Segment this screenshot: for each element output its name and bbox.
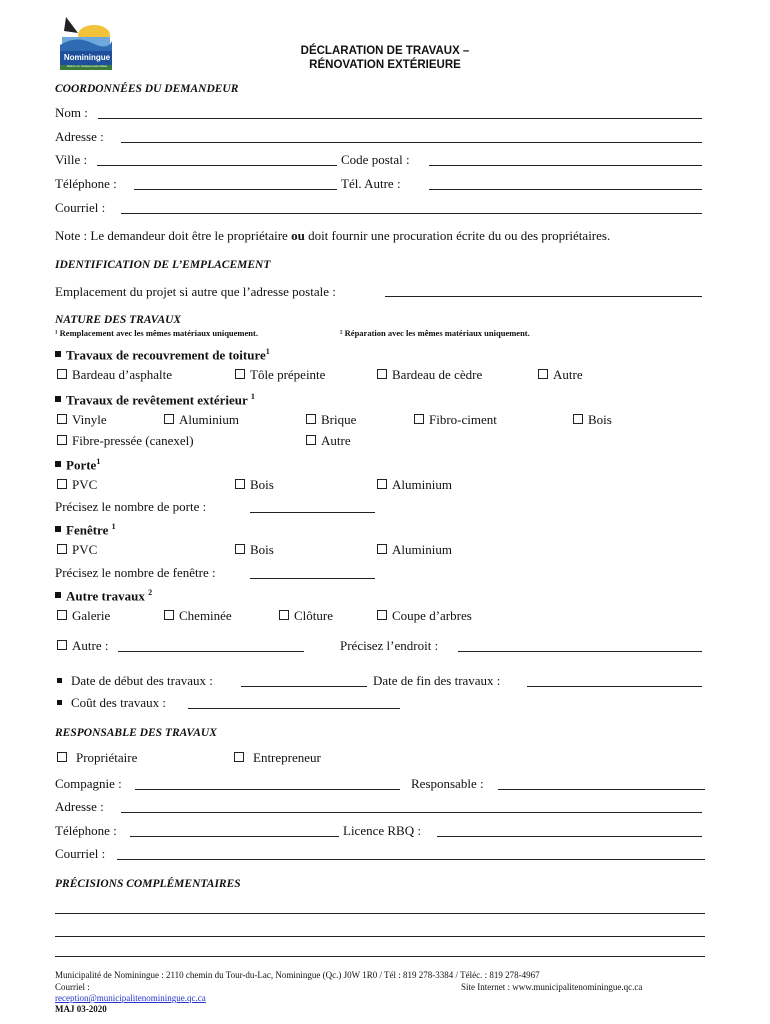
checkbox-icon[interactable] (57, 369, 67, 379)
date-debut-label (57, 673, 213, 689)
courriel-field[interactable] (121, 213, 702, 214)
telephone-label: Téléphone : (55, 176, 117, 191)
checkbox-icon[interactable] (377, 369, 387, 379)
compagnie-label: Compagnie : (55, 776, 122, 791)
checkbox-cheminee[interactable] (164, 608, 232, 624)
date-debut-text: Date de début des travaux : (71, 673, 213, 688)
checkbox-icon[interactable] (306, 414, 316, 424)
option-label: Aluminium (392, 542, 452, 557)
checkbox-icon[interactable] (57, 752, 67, 762)
date-debut-field[interactable] (241, 686, 367, 687)
nom-label: Nom : (55, 105, 88, 120)
option-label: Coupe d’arbres (392, 608, 472, 623)
porte-title-text: Porte (66, 457, 97, 473)
cout-text: Coût des travaux : (71, 695, 166, 710)
porte-count-label: Précisez le nombre de porte : (55, 499, 207, 514)
fenetre-count-label: Précisez le nombre de fenêtre : (55, 565, 216, 580)
option-label: Fibre-pressée (canexel) (72, 433, 194, 448)
adresse-field[interactable] (121, 142, 702, 143)
checkbox-bardeau-cedre[interactable] (377, 367, 482, 383)
responsable-field[interactable] (498, 789, 705, 790)
nom-field[interactable] (98, 118, 702, 119)
checkbox-icon[interactable] (57, 610, 67, 620)
resp-adresse-field[interactable] (121, 812, 702, 813)
checkbox-icon[interactable] (377, 544, 387, 554)
option-label: Bardeau de cèdre (392, 367, 483, 382)
option-label: Autre (553, 367, 583, 382)
checkbox-vinyle[interactable] (57, 412, 107, 428)
note-text-a: Note : Le demandeur doit être le propriétaire (55, 228, 292, 243)
checkbox-tole-prepeinte[interactable] (235, 367, 325, 383)
tel-autre-label: Tél. Autre : (341, 176, 401, 191)
resp-courriel-field[interactable] (117, 859, 705, 860)
checkbox-coupe-arbres[interactable] (377, 608, 472, 624)
precisions-line-3[interactable] (55, 956, 705, 957)
option-label: Fibro-ciment (429, 412, 497, 427)
checkbox-bardeau-asphalte[interactable] (57, 367, 172, 383)
title-line-2: RÉNOVATION EXTÉRIEURE (309, 59, 461, 71)
resp-telephone-field[interactable] (130, 836, 339, 837)
porte-sup: 1 (96, 457, 101, 466)
precisions-line-2[interactable] (55, 936, 705, 937)
bullet-icon (55, 396, 61, 402)
bullet-icon (55, 351, 61, 357)
footer-email-link[interactable]: reception@municipalitenominingue.qc.ca (55, 993, 206, 1003)
page-title (230, 44, 540, 72)
checkbox-revetement-autre[interactable] (306, 433, 351, 449)
footnote-2: ² Réparation avec les mêmes matériaux uniquement. (340, 328, 530, 338)
licence-label: Licence RBQ : (343, 823, 421, 838)
checkbox-icon[interactable] (573, 414, 583, 424)
checkbox-fibro-ciment[interactable] (414, 412, 497, 428)
option-label: Cheminée (179, 608, 232, 623)
option-label: Propriétaire (76, 750, 138, 765)
toiture-title-text: Travaux de recouvrement de toiture (66, 347, 266, 363)
checkbox-fenetre-pvc[interactable] (57, 542, 97, 558)
revetement-title-text: Travaux de revêtement extérieur (66, 392, 248, 408)
porte-title (55, 457, 100, 473)
bullet-icon (57, 700, 62, 705)
resp-telephone-label: Téléphone : (55, 823, 117, 838)
footer-address: Municipalité de Nominingue : 2110 chemin du Tour-du-Lac, Nominingue (Qc.) J0W 1R0 / Tél : 819 278-3384 / Téléc. : 819 278-4967 (55, 970, 540, 980)
checkbox-bois-revetement[interactable] (573, 412, 612, 428)
checkbox-porte-aluminium[interactable] (377, 477, 452, 493)
option-label: Autre : (72, 638, 109, 653)
option-label: Galerie (72, 608, 111, 623)
checkbox-brique[interactable] (306, 412, 356, 428)
cout-label (57, 695, 166, 711)
autres-sup: 2 (148, 588, 153, 597)
title-line-1: DÉCLARATION DE TRAVAUX – (300, 45, 470, 57)
option-label: Clôture (294, 608, 333, 623)
option-label: PVC (72, 477, 98, 492)
checkbox-fibre-pressee[interactable] (57, 433, 194, 449)
endroit-label: Précisez l’endroit : (340, 638, 439, 653)
option-label: Bardeau d’asphalte (72, 367, 172, 382)
checkbox-porte-pvc[interactable] (57, 477, 97, 493)
adresse-label: Adresse : (55, 129, 104, 144)
checkbox-icon[interactable] (235, 479, 245, 489)
option-label: Brique (321, 412, 357, 427)
compagnie-field[interactable] (135, 789, 400, 790)
logo-graphic (56, 15, 114, 71)
note-text-bold: ou (291, 228, 305, 243)
municipal-logo (56, 15, 114, 71)
revetement-sup: 1 (250, 392, 255, 401)
telephone-field[interactable] (134, 189, 337, 190)
bullet-icon (55, 526, 61, 532)
bullet-icon (55, 461, 61, 467)
checkbox-autres-autre[interactable] (57, 638, 108, 654)
footer-courriel-label: Courriel : (55, 982, 90, 992)
checkbox-proprietaire[interactable] (57, 750, 137, 766)
cout-field[interactable] (188, 708, 400, 709)
date-fin-label: Date de fin des travaux : (373, 673, 501, 688)
checkbox-entrepreneur[interactable] (234, 750, 321, 766)
resp-courriel-label: Courriel : (55, 846, 106, 861)
option-label: Bois (588, 412, 612, 427)
code-postal-field[interactable] (429, 165, 702, 166)
fenetre-count-field[interactable] (250, 578, 375, 579)
option-label: Bois (250, 542, 274, 557)
fenetre-sup: 1 (111, 522, 116, 531)
checkbox-icon[interactable] (57, 435, 67, 445)
endroit-field[interactable] (458, 651, 702, 652)
footnote-1: ¹ Remplacement avec les mêmes matériaux uniquement. (55, 328, 258, 338)
section-heading-nature: NATURE DES TRAVAUX (55, 314, 182, 326)
option-label: Tôle prépeinte (250, 367, 326, 382)
responsable-label: Responsable : (411, 776, 484, 791)
section-heading-demandeur: COORDONNÉES DU DEMANDEUR (55, 83, 239, 95)
revetement-title (55, 392, 255, 408)
checkbox-galerie[interactable] (57, 608, 110, 624)
ville-field[interactable] (97, 165, 337, 166)
option-label: Bois (250, 477, 274, 492)
autres-title (55, 588, 152, 604)
checkbox-icon[interactable] (57, 479, 67, 489)
option-label: Autre (321, 433, 351, 448)
fenetre-title-text: Fenêtre (66, 522, 109, 538)
licence-field[interactable] (437, 836, 702, 837)
checkbox-cloture[interactable] (279, 608, 333, 624)
checkbox-icon[interactable] (377, 610, 387, 620)
option-label: Aluminium (392, 477, 452, 492)
checkbox-icon[interactable] (235, 369, 245, 379)
footer-maj: MAJ 03-2020 (55, 1004, 107, 1014)
checkbox-icon[interactable] (235, 544, 245, 554)
ville-label: Ville : (55, 152, 88, 167)
section-heading-emplacement: IDENTIFICATION DE L’EMPLACEMENT (55, 259, 271, 271)
emplacement-label: Emplacement du projet si autre que l’adresse postale : (55, 284, 336, 299)
emplacement-field[interactable] (385, 296, 702, 297)
option-label: Vinyle (72, 412, 107, 427)
checkbox-icon[interactable] (377, 479, 387, 489)
option-label: Aluminium (179, 412, 239, 427)
fenetre-title (55, 522, 116, 538)
footer-site: Site Internet : www.municipalitenominingue.qc.ca (461, 982, 643, 992)
toiture-sup: 1 (265, 347, 270, 356)
checkbox-icon[interactable] (164, 610, 174, 620)
checkbox-icon[interactable] (57, 640, 67, 650)
porte-count-field[interactable] (250, 512, 375, 513)
checkbox-aluminium-revetement[interactable] (164, 412, 239, 428)
date-fin-field[interactable] (527, 686, 702, 687)
autres-autre-field[interactable] (118, 651, 304, 652)
section-heading-precisions: PRÉCISIONS COMPLÉMENTAIRES (55, 878, 241, 890)
checkbox-icon[interactable] (414, 414, 424, 424)
checkbox-porte-bois[interactable] (235, 477, 274, 493)
toiture-title (55, 347, 270, 363)
logo-subtext: Nature en Hautes-Laurentides (66, 64, 108, 68)
checkbox-icon[interactable] (538, 369, 548, 379)
checkbox-icon[interactable] (57, 544, 67, 554)
checkbox-fenetre-bois[interactable] (235, 542, 274, 558)
note-text-c: doit fournir une procuration écrite du ou des propriétaires. (304, 228, 611, 243)
courriel-label: Courriel : (55, 200, 106, 215)
bullet-icon (57, 678, 62, 683)
logo-text: Nominingue (63, 53, 111, 62)
bullet-icon (55, 592, 61, 598)
owner-note (55, 228, 610, 244)
tel-autre-field[interactable] (429, 189, 702, 190)
precisions-line-1[interactable] (55, 913, 705, 914)
checkbox-icon[interactable] (164, 414, 174, 424)
section-heading-responsable: RESPONSABLE DES TRAVAUX (55, 727, 217, 739)
checkbox-toiture-autre[interactable] (538, 367, 583, 383)
autres-title-text: Autre travaux (66, 588, 145, 604)
option-label: PVC (72, 542, 98, 557)
option-label: Entrepreneur (253, 750, 321, 765)
resp-adresse-label: Adresse : (55, 799, 104, 814)
checkbox-icon[interactable] (279, 610, 289, 620)
checkbox-icon[interactable] (57, 414, 67, 424)
code-postal-label: Code postal : (341, 152, 410, 167)
checkbox-icon[interactable] (234, 752, 244, 762)
checkbox-icon[interactable] (306, 435, 316, 445)
checkbox-fenetre-aluminium[interactable] (377, 542, 452, 558)
